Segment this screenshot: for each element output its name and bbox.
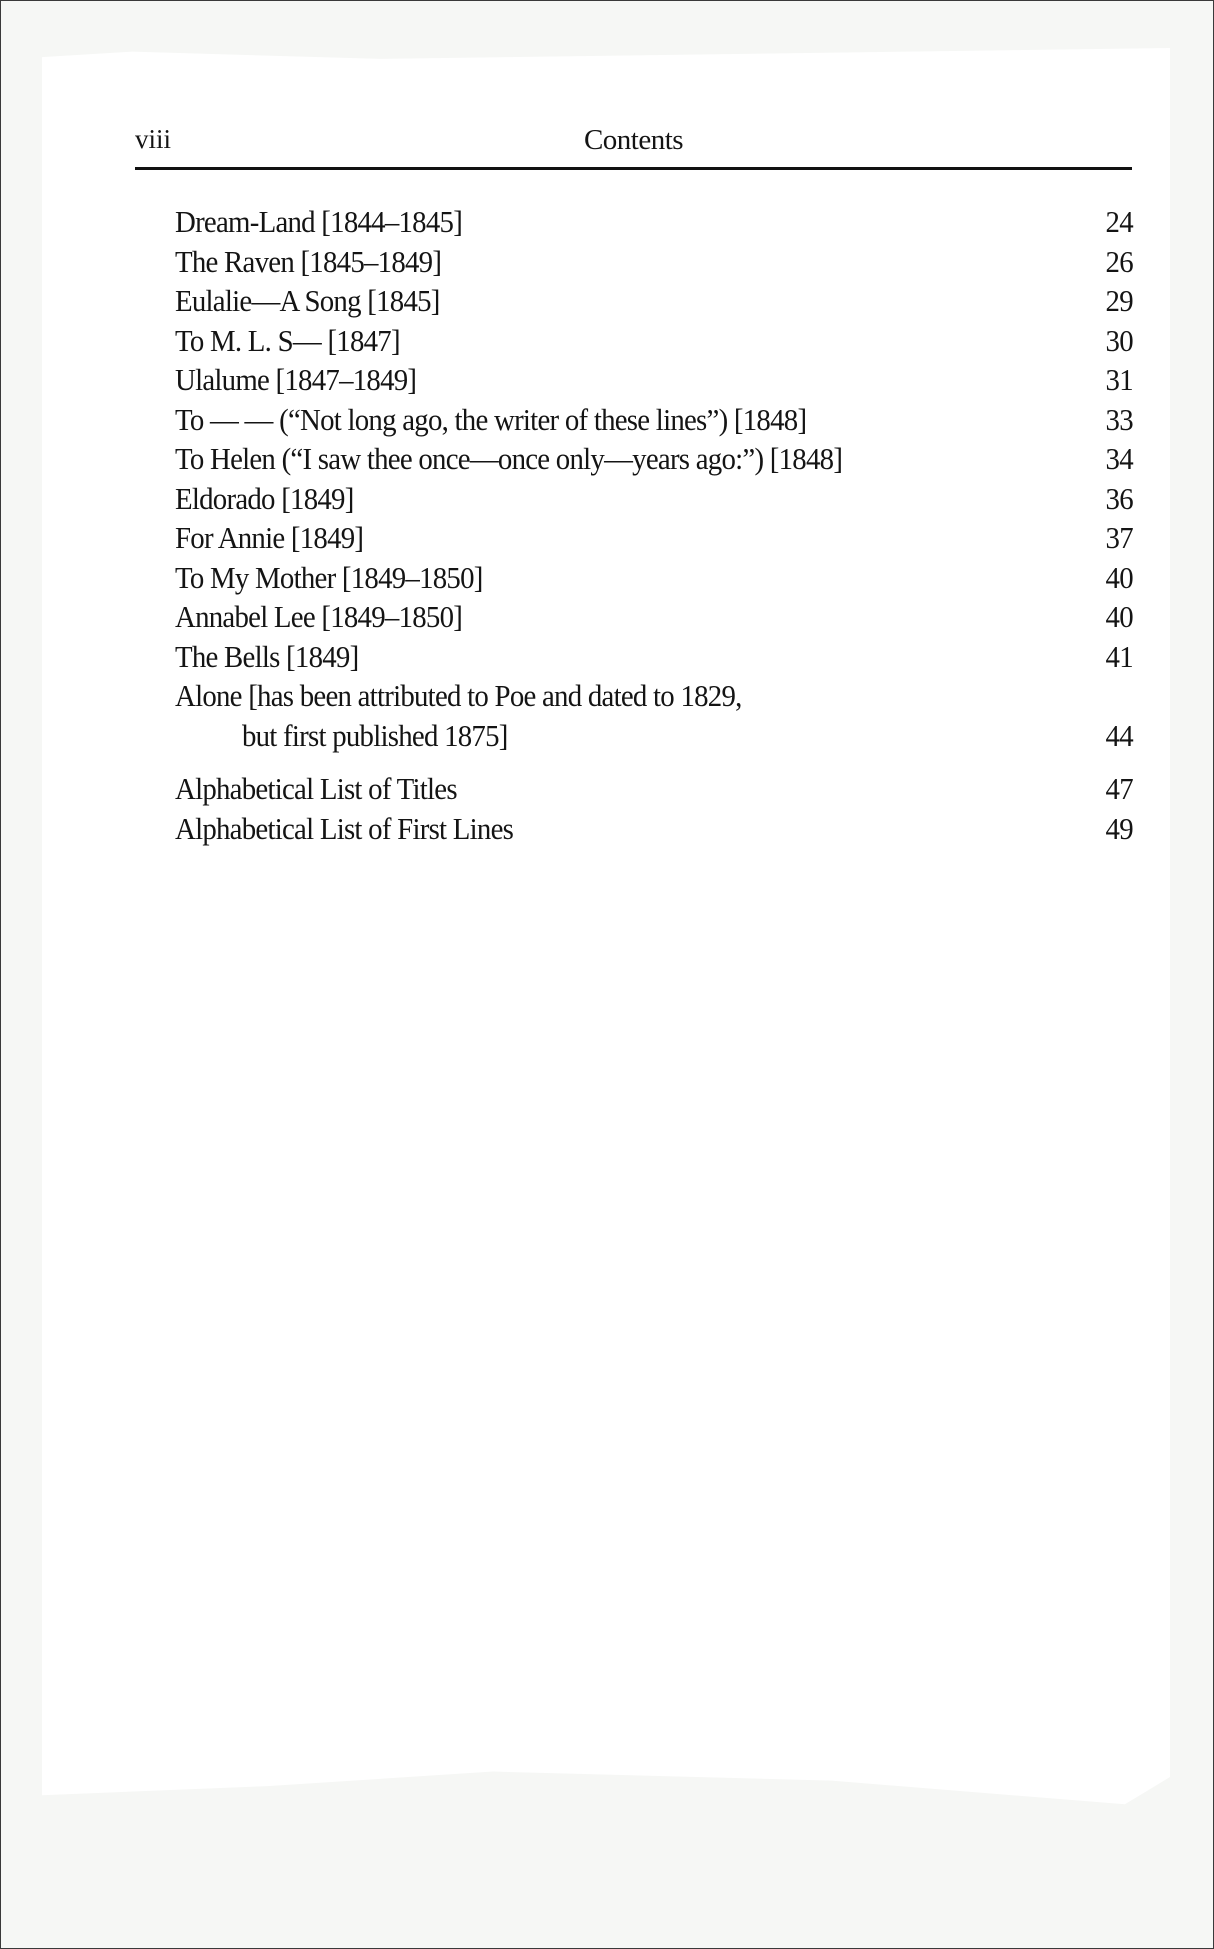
toc-entry-title: The Raven [1845–1849]: [175, 243, 442, 279]
toc-entry-page: 40: [1105, 599, 1133, 634]
toc-entry-eulalie: [175, 281, 1133, 321]
section-gap: [175, 755, 1133, 769]
toc-entry-to-helen: [175, 439, 1133, 479]
toc-entry-title: To My Mother [1849–1850]: [175, 559, 483, 595]
toc-entry-title: The Bells [1849]: [175, 638, 359, 674]
toc-entry-title: Ulalume [1847–1849]: [175, 362, 417, 397]
toc-entry-title: To — — (“Not long ago, the writer of these lines”) [1848]: [175, 401, 807, 437]
toc-entry-eldorado: [175, 479, 1133, 519]
toc-entry-the-bells: [175, 637, 1133, 677]
toc-entry-alone: [175, 676, 1133, 755]
toc-entry-page: 33: [1105, 401, 1133, 437]
toc-entry-title-line2: but first published 1875]: [241, 717, 508, 753]
toc-entry-page: 31: [1105, 362, 1133, 397]
toc-entry-title: Dream-Land [1844–1845]: [175, 204, 463, 239]
toc-entry-list-of-titles: [175, 769, 1133, 809]
toc-entry-page: 29: [1105, 283, 1133, 318]
toc-entry-title: To Helen (“I saw thee once—once only—years ago:”) [1848]: [175, 441, 843, 476]
toc-entry-page: 37: [1105, 520, 1133, 555]
toc-entry-title: Alphabetical List of First Lines: [175, 810, 514, 846]
toc-entry-title: Eldorado [1849]: [175, 480, 354, 516]
toc-entry-annabel-lee: [175, 597, 1133, 637]
toc-entry-for-annie: [175, 518, 1133, 558]
toc-entry-page: 41: [1105, 638, 1133, 674]
toc-entry-title: Annabel Lee [1849–1850]: [175, 599, 463, 634]
toc-entry-page: 44: [1105, 717, 1133, 753]
header-rule: [135, 167, 1132, 170]
toc-entry-page: 24: [1105, 204, 1133, 239]
toc-entry-title-line1: Alone [has been attributed to Poe and dated to 1829,: [175, 678, 742, 713]
table-of-contents: [175, 202, 1133, 848]
toc-entry-page: 49: [1105, 810, 1133, 846]
running-head: [135, 124, 1132, 164]
toc-entry-to-my-mother: [175, 558, 1133, 598]
toc-entry-page: 36: [1105, 480, 1133, 516]
page-title: Contents: [583, 124, 684, 156]
toc-entry-to-not-long-ago: [175, 400, 1133, 440]
toc-entry-page: 26: [1105, 243, 1133, 279]
toc-entry-to-m-l-s: [175, 321, 1133, 361]
toc-entry-the-raven: [175, 242, 1133, 282]
toc-entry-page: 30: [1105, 322, 1133, 358]
toc-entry-title: Eulalie—A Song [1845]: [175, 283, 440, 318]
toc-entry-page: 40: [1105, 559, 1133, 595]
toc-entry-title: For Annie [1849]: [175, 520, 364, 555]
toc-entry-title: Alphabetical List of Titles: [175, 771, 457, 806]
toc-entry-ulalume: [175, 360, 1133, 400]
toc-entry-title: To M. L. S— [1847]: [175, 322, 400, 358]
toc-entry-dream-land: [175, 202, 1133, 242]
page-number-folio: viii: [135, 124, 172, 154]
toc-entry-list-of-first-lines: [175, 809, 1133, 849]
toc-entry-page: 47: [1105, 771, 1133, 806]
toc-entry-page: 34: [1105, 441, 1133, 476]
